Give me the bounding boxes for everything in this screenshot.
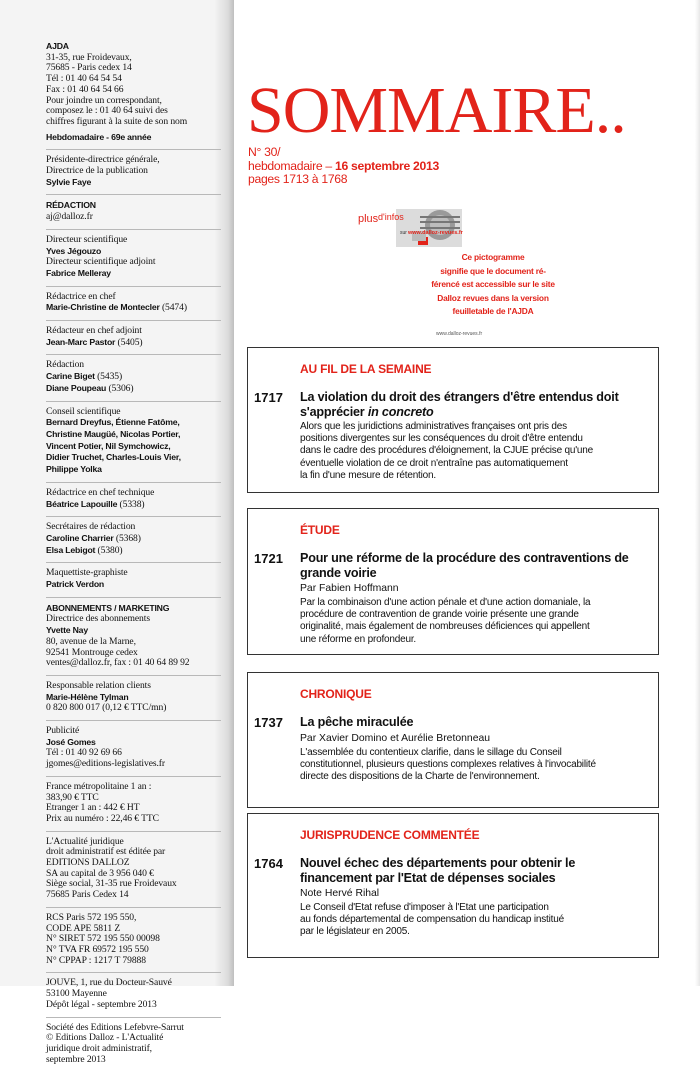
colophon-line bbox=[46, 614, 221, 625]
issue-pages: pages 1713 à 1768 bbox=[248, 172, 348, 186]
article-content bbox=[300, 856, 648, 939]
article-summary bbox=[300, 902, 648, 939]
promo-caption-line: Ce pictogramme bbox=[461, 252, 525, 262]
article-page-number: 1721 bbox=[254, 551, 283, 566]
summary-box bbox=[247, 508, 659, 655]
colophon-line bbox=[46, 658, 221, 669]
colophon-line bbox=[46, 568, 221, 579]
article-summary-line: L'assemblée du contentieux clarifie, dans le sillage du Conseil bbox=[300, 746, 562, 758]
colophon-separator bbox=[46, 720, 221, 721]
article-title-text: La violation du droit des étrangers d'être entendus doit s'apprécier bbox=[300, 390, 619, 419]
colophon-line bbox=[46, 522, 221, 533]
colophon-extension: (5306) bbox=[106, 382, 134, 394]
colophon-text: Rédactrice en chef bbox=[46, 290, 116, 302]
colophon-text: L'Actualité juridique bbox=[46, 835, 124, 847]
colophon-extension: (5368) bbox=[113, 532, 141, 544]
colophon-text: jgomes@editions-legislatives.fr bbox=[46, 758, 165, 770]
colophon-line bbox=[46, 1000, 221, 1011]
colophon-extension: (5338) bbox=[117, 498, 145, 510]
colophon-text: Fax : 01 40 64 54 66 bbox=[46, 83, 124, 95]
colophon-text: N° TVA FR 69572 195 550 bbox=[46, 944, 149, 955]
colophon-text: © Editions Dalloz - L'Actualité bbox=[46, 1032, 164, 1044]
promo-caption-line: Dalloz revues dans la version bbox=[437, 292, 549, 303]
colophon-line bbox=[46, 956, 221, 967]
article-author: Note Hervé Rihal bbox=[300, 888, 380, 899]
article-title[interactable] bbox=[300, 856, 648, 885]
colophon-text: Rédacteur en chef adjoint bbox=[46, 325, 142, 337]
colophon-text: droit administratif est éditée par bbox=[46, 846, 166, 858]
colophon-block bbox=[46, 360, 221, 394]
colophon-name: Jean-Marc Pastor bbox=[46, 336, 116, 347]
page-title: SOMMAIRE.. bbox=[247, 74, 626, 147]
colophon-separator bbox=[46, 516, 221, 517]
colophon-block bbox=[46, 41, 221, 128]
colophon-separator bbox=[46, 401, 221, 402]
colophon-text: Rédactrice en chef technique bbox=[46, 486, 155, 498]
colophon-block bbox=[46, 200, 221, 222]
colophon-line bbox=[46, 212, 221, 223]
colophon-text: chiffres figurant à la suite de son nom bbox=[46, 115, 188, 127]
section-heading: JURISPRUDENCE COMMENTÉE bbox=[300, 828, 480, 842]
colophon-text: CODE APE 5811 Z bbox=[46, 922, 121, 934]
colophon-line bbox=[46, 726, 221, 737]
colophon-text: RCS Paris 572 195 550, bbox=[46, 911, 137, 923]
colophon-text: 31-35, rue Froidevaux, bbox=[46, 51, 132, 63]
colophon-text: Siège social, 31-35 rue Froidevaux bbox=[46, 878, 177, 890]
article-summary-line: une réforme en profondeur. bbox=[300, 633, 416, 645]
article-author: Par Xavier Domino et Aurélie Bretonneau bbox=[300, 732, 491, 744]
colophon-block bbox=[46, 132, 221, 144]
article-summary-line: directe des dispositions de la Charte de l'environnement. bbox=[300, 770, 540, 782]
colophon-name: Vincent Potier, Nil Symchowicz, bbox=[46, 440, 171, 451]
colophon-block bbox=[46, 1023, 221, 1065]
colophon-name: Yvette Nay bbox=[46, 625, 88, 636]
colophon-name: Christine Maugüé, Nicolas Portier, bbox=[46, 428, 181, 439]
colophon-separator bbox=[46, 907, 221, 908]
colophon-separator bbox=[46, 354, 221, 355]
colophon-block bbox=[46, 913, 221, 967]
colophon-text: Conseil scientifique bbox=[46, 405, 121, 417]
colophon-block bbox=[46, 326, 221, 348]
svg-text:www.dalloz-revues.fr: www.dalloz-revues.fr bbox=[408, 230, 463, 236]
colophon bbox=[46, 41, 221, 1065]
summary-box bbox=[247, 813, 659, 958]
colophon-line bbox=[46, 579, 221, 591]
article-title-text: La pêche miraculée bbox=[300, 715, 414, 729]
colophon-text: aj@dalloz.fr bbox=[46, 211, 93, 223]
article-summary-line: Le Conseil d'Etat refuse d'imposer à l'Etat une participation bbox=[300, 902, 549, 913]
colophon-line bbox=[46, 533, 221, 545]
colophon-block bbox=[46, 568, 221, 590]
colophon-line bbox=[46, 890, 221, 901]
colophon-text: Maquettiste-graphiste bbox=[46, 567, 128, 579]
colophon-text: Directrice des abonnements bbox=[46, 613, 150, 625]
colophon-name: Carine Biget bbox=[46, 371, 95, 382]
article-summary-line: la fin d'une mesure de rétention. bbox=[300, 469, 436, 481]
issue-info bbox=[248, 146, 439, 187]
article-summary-line: constitutionnel, plusieurs questions complexes relatives à l'invocabilité bbox=[300, 758, 596, 770]
colophon-name: Bernard Dreyfus, Étienne Fatôme, bbox=[46, 417, 180, 428]
colophon-separator bbox=[46, 229, 221, 230]
colophon-line bbox=[46, 1055, 221, 1065]
colophon-text: Publicité bbox=[46, 725, 80, 737]
colophon-text: Pour joindre un correspondant, bbox=[46, 94, 162, 106]
colophon-text: 383,90 € TTC bbox=[46, 791, 99, 803]
svg-text:d'infos: d'infos bbox=[378, 212, 404, 222]
colophon-text: Prix au numéro : 22,46 € TTC bbox=[46, 812, 159, 824]
summary-box bbox=[247, 672, 659, 808]
colophon-block bbox=[46, 292, 221, 314]
colophon-line bbox=[46, 235, 221, 246]
svg-text:sur: sur bbox=[400, 230, 407, 236]
colophon-text: JOUVE, 1, rue du Docteur-Sauvé bbox=[46, 977, 172, 989]
colophon-name: AJDA bbox=[46, 41, 69, 51]
colophon-block bbox=[46, 681, 221, 714]
colophon-text: Directeur scientifique adjoint bbox=[46, 256, 156, 268]
promo-caption-line: signifie que le document ré- bbox=[440, 265, 546, 276]
article-content bbox=[300, 551, 648, 646]
colophon-line bbox=[46, 452, 221, 464]
plus-d-infos-logo-icon bbox=[356, 207, 464, 249]
article-author: Par Fabien Hoffmann bbox=[300, 583, 399, 594]
article-summary-line: au fonds départemental de compensation du handicap institué bbox=[300, 914, 564, 926]
colophon-line bbox=[46, 117, 221, 128]
colophon-text: 53100 Mayenne bbox=[46, 988, 107, 1000]
article-summary bbox=[300, 597, 648, 646]
colophon-line bbox=[46, 407, 221, 418]
colophon-name: Caroline Charrier bbox=[46, 532, 114, 543]
colophon-name: Philippe Yolka bbox=[46, 464, 102, 475]
colophon-text: septembre 2013 bbox=[46, 1053, 106, 1065]
article-page-number: 1737 bbox=[254, 715, 283, 730]
article-summary-line: éventuelle violation de ce droit n'entraîne pas automatiquement bbox=[300, 457, 568, 469]
colophon-block bbox=[46, 782, 221, 825]
colophon-line bbox=[46, 371, 221, 383]
issue-number: N° 30/ bbox=[248, 145, 281, 159]
colophon-line bbox=[46, 292, 221, 303]
colophon-name: Patrick Verdon bbox=[46, 579, 105, 590]
colophon-name: Yves Jégouzo bbox=[46, 245, 102, 256]
colophon-block bbox=[46, 522, 221, 556]
colophon-separator bbox=[46, 1017, 221, 1018]
article-summary-line: Alors que les juridictions administratives françaises ont pris des bbox=[300, 421, 567, 432]
svg-text:plus: plus bbox=[358, 213, 379, 225]
article-title-italic: in concreto bbox=[367, 404, 434, 419]
article-summary-line: procédure de contravention de grande voirie présente une grande bbox=[300, 609, 579, 621]
colophon-block bbox=[46, 488, 221, 510]
colophon-line bbox=[46, 132, 221, 144]
colophon-line bbox=[46, 302, 221, 314]
colophon-separator bbox=[46, 194, 221, 195]
article-summary-line: Par la combinaison d'une action pénale et d'une action domaniale, la bbox=[300, 597, 591, 608]
article-summary-line: dans le cadre des procédures d'éloignement, la CJUE précise qu'une bbox=[300, 445, 594, 457]
colophon-block bbox=[46, 978, 221, 1010]
colophon-line bbox=[46, 177, 221, 189]
colophon-separator bbox=[46, 776, 221, 777]
colophon-text: Etranger 1 an : 442 € HT bbox=[46, 802, 140, 814]
article-summary bbox=[300, 421, 648, 482]
colophon-name: Béatrice Lapouille bbox=[46, 498, 118, 509]
colophon-line bbox=[46, 464, 221, 476]
colophon-line bbox=[46, 383, 221, 395]
colophon-line bbox=[46, 257, 221, 268]
colophon-text: SA au capital de 3 956 040 € bbox=[46, 867, 154, 879]
article-summary-line: originalité, mais également de nombreuses déficiences qui appellent bbox=[300, 621, 590, 633]
colophon-text: Tél : 01 40 92 69 66 bbox=[46, 747, 122, 759]
colophon-text: 75685 - Paris cedex 14 bbox=[46, 62, 132, 74]
colophon-line bbox=[46, 268, 221, 280]
article-title-text: Pour une réforme de la procédure des contraventions de grande voirie bbox=[300, 551, 629, 580]
colophon-text: Secrétaires de rédaction bbox=[46, 521, 136, 533]
promo-url: www.dalloz-revues.fr bbox=[436, 331, 483, 337]
issue-date-line bbox=[248, 160, 439, 174]
summary-box bbox=[247, 347, 659, 493]
colophon-text: 0 820 800 017 (0,12 € TTC/mn) bbox=[46, 702, 167, 714]
colophon-block bbox=[46, 603, 221, 669]
colophon-block bbox=[46, 235, 221, 280]
colophon-separator bbox=[46, 972, 221, 973]
colophon-line bbox=[46, 499, 221, 511]
colophon-name: Marie-Hélène Tylman bbox=[46, 691, 129, 702]
colophon-name: Fabrice Melleray bbox=[46, 267, 111, 278]
colophon-text: 80, avenue de la Marne, bbox=[46, 635, 136, 647]
colophon-line bbox=[46, 326, 221, 337]
colophon-line bbox=[46, 166, 221, 177]
colophon-line bbox=[46, 703, 221, 714]
article-page-number: 1764 bbox=[254, 856, 283, 871]
article-title[interactable] bbox=[300, 715, 648, 730]
colophon-separator bbox=[46, 562, 221, 563]
colophon-name: RÉDACTION bbox=[46, 200, 96, 211]
article-summary-line: par le législateur en 2005. bbox=[300, 926, 410, 938]
colophon-block bbox=[46, 726, 221, 770]
colophon-separator bbox=[46, 320, 221, 321]
colophon-text: juridique droit administratif, bbox=[46, 1042, 152, 1054]
colophon-line bbox=[46, 759, 221, 770]
article-title[interactable] bbox=[300, 551, 648, 580]
colophon-separator bbox=[46, 482, 221, 483]
colophon-block bbox=[46, 837, 221, 901]
colophon-text: composez le : 01 40 64 suivi des bbox=[46, 105, 168, 117]
colophon-text: Tél : 01 40 64 54 54 bbox=[46, 73, 122, 85]
section-heading: AU FIL DE LA SEMAINE bbox=[300, 362, 432, 376]
section-heading: CHRONIQUE bbox=[300, 687, 372, 701]
colophon-line bbox=[46, 488, 221, 499]
colophon-name: Sylvie Faye bbox=[46, 176, 92, 187]
colophon-name: Diane Poupeau bbox=[46, 382, 107, 393]
colophon-extension: (5405) bbox=[115, 336, 143, 348]
colophon-separator bbox=[46, 149, 221, 150]
colophon-line bbox=[46, 417, 221, 429]
colophon-line bbox=[46, 814, 221, 825]
colophon-line bbox=[46, 545, 221, 557]
colophon-text: France métropolitaine 1 an : bbox=[46, 780, 152, 792]
article-summary-line: positions divergentes sur les conséquences du droit d'être entendu bbox=[300, 433, 583, 445]
colophon-name: Marie-Christine de Montecler bbox=[46, 302, 160, 313]
colophon-extension: (5435) bbox=[94, 371, 123, 383]
article-page-number: 1717 bbox=[254, 390, 283, 405]
colophon-text: Dépôt légal - septembre 2013 bbox=[46, 998, 157, 1010]
colophon-line bbox=[46, 337, 221, 349]
colophon-text: Responsable relation clients bbox=[46, 679, 151, 691]
colophon-name: Didier Truchet, Charles-Louis Vier, bbox=[46, 452, 181, 463]
colophon-separator bbox=[46, 597, 221, 598]
colophon-separator bbox=[46, 675, 221, 676]
colophon-line bbox=[46, 429, 221, 441]
promo-caption-line: feuilletable de l'AJDA bbox=[452, 306, 534, 316]
promo-caption-line: férencé est accessible sur le site bbox=[431, 279, 555, 289]
colophon-line bbox=[46, 681, 221, 692]
colophon-name: José Gomes bbox=[46, 736, 96, 747]
colophon-text: ventes@dalloz.fr, fax : 01 40 64 89 92 bbox=[46, 657, 190, 669]
colophon-text: N° SIRET 572 195 550 00098 bbox=[46, 933, 160, 945]
colophon-extension: (5380) bbox=[95, 544, 123, 556]
colophon-text: Directeur scientifique bbox=[46, 233, 128, 245]
colophon-separator bbox=[46, 286, 221, 287]
colophon-name: Hebdomadaire - 69e année bbox=[46, 131, 152, 142]
colophon-name: Elsa Lebigot bbox=[46, 544, 96, 555]
colophon-block bbox=[46, 407, 221, 476]
article-title-text: Nouvel échec des départements pour obtenir le financement par l'Etat de dépenses sociales bbox=[300, 856, 576, 885]
promo-caption bbox=[418, 251, 568, 319]
colophon-panel bbox=[0, 0, 234, 1065]
section-heading: ÉTUDE bbox=[300, 523, 340, 537]
colophon-text: 92541 Montrouge cedex bbox=[46, 646, 138, 658]
colophon-text: Rédaction bbox=[46, 359, 84, 371]
page-edge bbox=[695, 0, 700, 986]
colophon-text: Directrice de la publication bbox=[46, 165, 148, 177]
colophon-separator bbox=[46, 831, 221, 832]
colophon-text: EDITIONS DALLOZ bbox=[46, 857, 130, 869]
article-content bbox=[300, 390, 648, 482]
dalloz-revues-promo bbox=[356, 207, 596, 337]
colophon-line bbox=[46, 360, 221, 371]
colophon-text: Présidente-directrice générale, bbox=[46, 154, 160, 166]
article-title[interactable] bbox=[300, 390, 648, 419]
colophon-text: Société des Editions Lefebvre-Sarrut bbox=[46, 1021, 184, 1033]
colophon-line bbox=[46, 441, 221, 453]
article-summary bbox=[300, 747, 648, 784]
colophon-name: ABONNEMENTS / MARKETING bbox=[46, 602, 170, 613]
issue-date: 16 septembre 2013 bbox=[334, 158, 439, 173]
colophon-text: 75685 Paris Cedex 14 bbox=[46, 889, 129, 901]
issue-prefix: hebdomadaire – bbox=[248, 158, 335, 173]
colophon-extension: (5474) bbox=[159, 302, 187, 314]
article-content bbox=[300, 715, 648, 783]
colophon-block bbox=[46, 155, 221, 188]
colophon-text: N° CPPAP : 1217 T 79888 bbox=[46, 954, 146, 966]
